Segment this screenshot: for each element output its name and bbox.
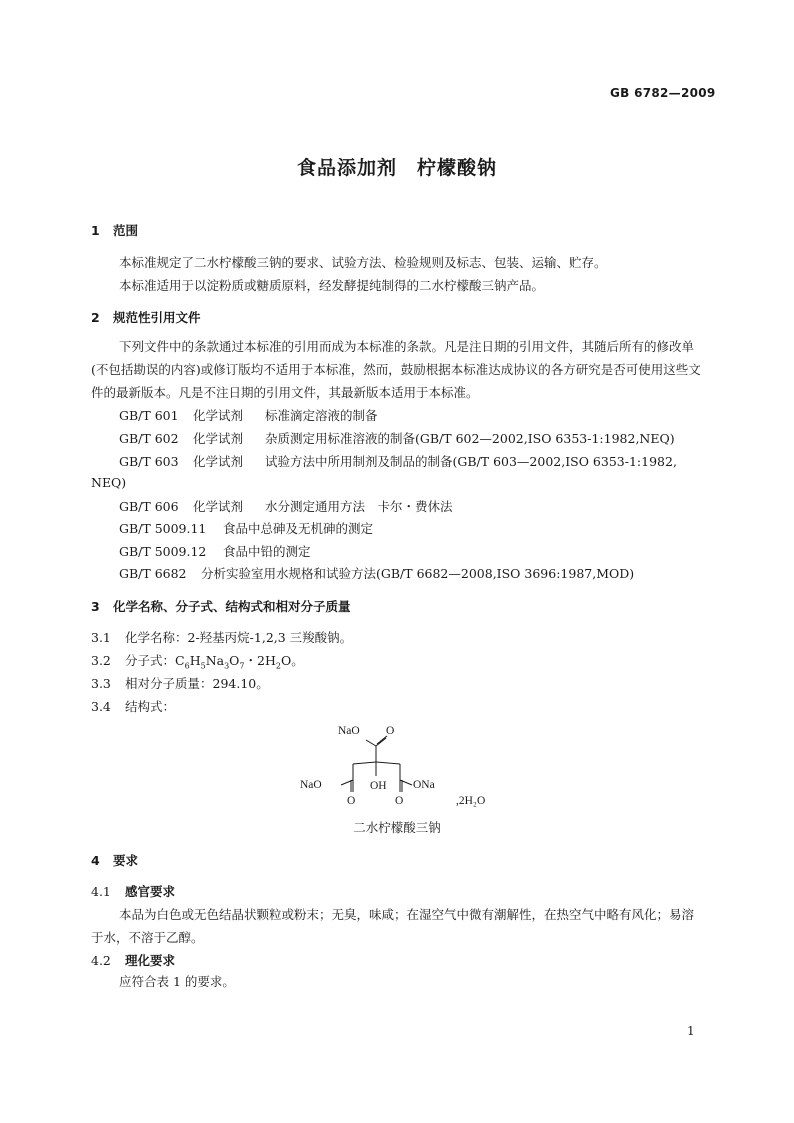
reference-title: 水分测定通用方法 卡尔・费休法: [265, 499, 453, 514]
reference-title: 食品中总砷及无机砷的测定: [223, 521, 374, 536]
reference-title: 试验方法中所用制剂及制品的制备(GB/T 603—2002,ISO 6353-1:1982,: [265, 454, 677, 469]
paragraph: 本标准适用于以淀粉质或糖质原料，经发酵提纯制得的二水柠檬酸三钠产品。: [119, 278, 545, 293]
subclause: [91, 674, 269, 692]
section-number: 3: [91, 599, 100, 614]
reference-item: [119, 564, 634, 582]
section-title: 化学名称、分子式、结构式和相对分子质量: [113, 599, 351, 614]
subclause: [91, 651, 304, 671]
paragraph: 应符合表 1 的要求。: [119, 974, 235, 989]
label-o-right: O: [395, 795, 404, 807]
subclause-number: 3.3: [91, 676, 111, 691]
label-hydrate: ,2H₂O: [456, 795, 486, 807]
section-title: 要求: [113, 853, 139, 868]
reference-category: 化学试剂: [193, 408, 244, 423]
page-title: 食品添加剂 柠檬酸钠: [296, 157, 497, 179]
subclause-text: 结构式：: [125, 699, 176, 714]
reference-code: GB/T 5009.12: [119, 544, 207, 559]
label-o-left: O: [347, 795, 356, 807]
section-4-heading: [91, 851, 138, 869]
section-title: 范围: [113, 223, 139, 238]
subclause-title: 感官要求: [125, 884, 176, 899]
section-number: 2: [91, 310, 100, 325]
standard-code: GB 6782—2009: [610, 86, 716, 100]
section-title: 规范性引用文件: [113, 310, 201, 325]
subclause-number: 4.2: [91, 953, 111, 968]
reference-category: 化学试剂: [193, 431, 244, 446]
page-number: 1: [687, 1024, 695, 1038]
subclause-text: 相对分子质量：294.10。: [125, 676, 269, 691]
section-1-heading: [91, 221, 138, 239]
subclause: [91, 628, 352, 646]
reference-item: [119, 497, 453, 515]
reference-item: [119, 452, 677, 470]
subclause-title: 理化要求: [125, 953, 176, 968]
structure-caption: 二水柠檬酸三钠: [353, 820, 441, 835]
subclause: [91, 697, 175, 715]
subclause-text: 化学名称：2-羟基丙烷-1,2,3 三羧酸钠。: [125, 630, 353, 645]
reference-title: 标准滴定溶液的制备: [265, 408, 378, 423]
paragraph-intro: 下列文件中的条款通过本标准的引用而成为本标准的条款。凡是注日期的引用文件，其随后所有的修改单(不包括勘误的内容)或修订版均不适用于本标准，然而，鼓励根据本标准达成协议的各方研究是否可使用这些文件的最新版本。凡是不注日期的引用文件，其最新版本适用于本标准。: [91, 339, 701, 400]
reference-title: 分析实验室用水规格和试验方法(GB/T 6682—2008,ISO 3696:1987,MOD): [201, 566, 635, 581]
reference-item: [119, 542, 311, 560]
reference-code: GB/T 603: [119, 454, 179, 469]
molecular-formula: $C_6H_5Na_3O_7$・$2H_2O$。: [175, 653, 304, 671]
label-ona: ONa: [413, 779, 435, 791]
reference-category: 化学试剂: [193, 454, 244, 469]
structural-formula: [290, 718, 520, 816]
label-o-top: O: [386, 725, 395, 737]
reference-title: 食品中铅的测定: [223, 544, 311, 559]
subclause-heading: [91, 882, 175, 900]
label-oh: OH: [370, 780, 387, 792]
reference-category: 化学试剂: [193, 499, 244, 514]
reference-item: [119, 429, 675, 447]
label-nao-top: NaO: [338, 725, 360, 737]
reference-code: GB/T 6682: [119, 566, 187, 581]
subclause-label: 分子式：: [125, 653, 176, 668]
reference-code: GB/T 602: [119, 431, 179, 446]
subclause-number: 3.4: [91, 699, 111, 714]
reference-item: [119, 406, 378, 424]
subclause-number: 3.2: [91, 653, 111, 668]
section-2-heading: [91, 308, 201, 326]
label-nao-left: NaO: [300, 779, 322, 791]
section-number: 1: [91, 223, 100, 238]
reference-code: GB/T 601: [119, 408, 179, 423]
reference-continuation: NEQ): [91, 475, 127, 490]
reference-code: GB/T 5009.11: [119, 521, 207, 536]
section-3-heading: [91, 597, 351, 615]
paragraph: 本标准规定了二水柠檬酸三钠的要求、试验方法、检验规则及标志、包装、运输、贮存。: [119, 255, 607, 270]
paragraph: 本品为白色或无色结晶状颗粒或粉末；无臭，味咸；在湿空气中微有潮解性，在热空气中略有风化；易溶于水，不溶于乙醇。: [91, 907, 695, 945]
reference-title: 杂质测定用标准溶液的制备(GB/T 602—2002,ISO 6353-1:1982,NEQ): [265, 431, 675, 446]
reference-item: [119, 519, 373, 537]
subclause-number: 4.1: [91, 884, 111, 899]
reference-code: GB/T 606: [119, 499, 179, 514]
subclause-number: 3.1: [91, 630, 111, 645]
subclause-heading: [91, 951, 175, 969]
section-number: 4: [91, 853, 100, 868]
